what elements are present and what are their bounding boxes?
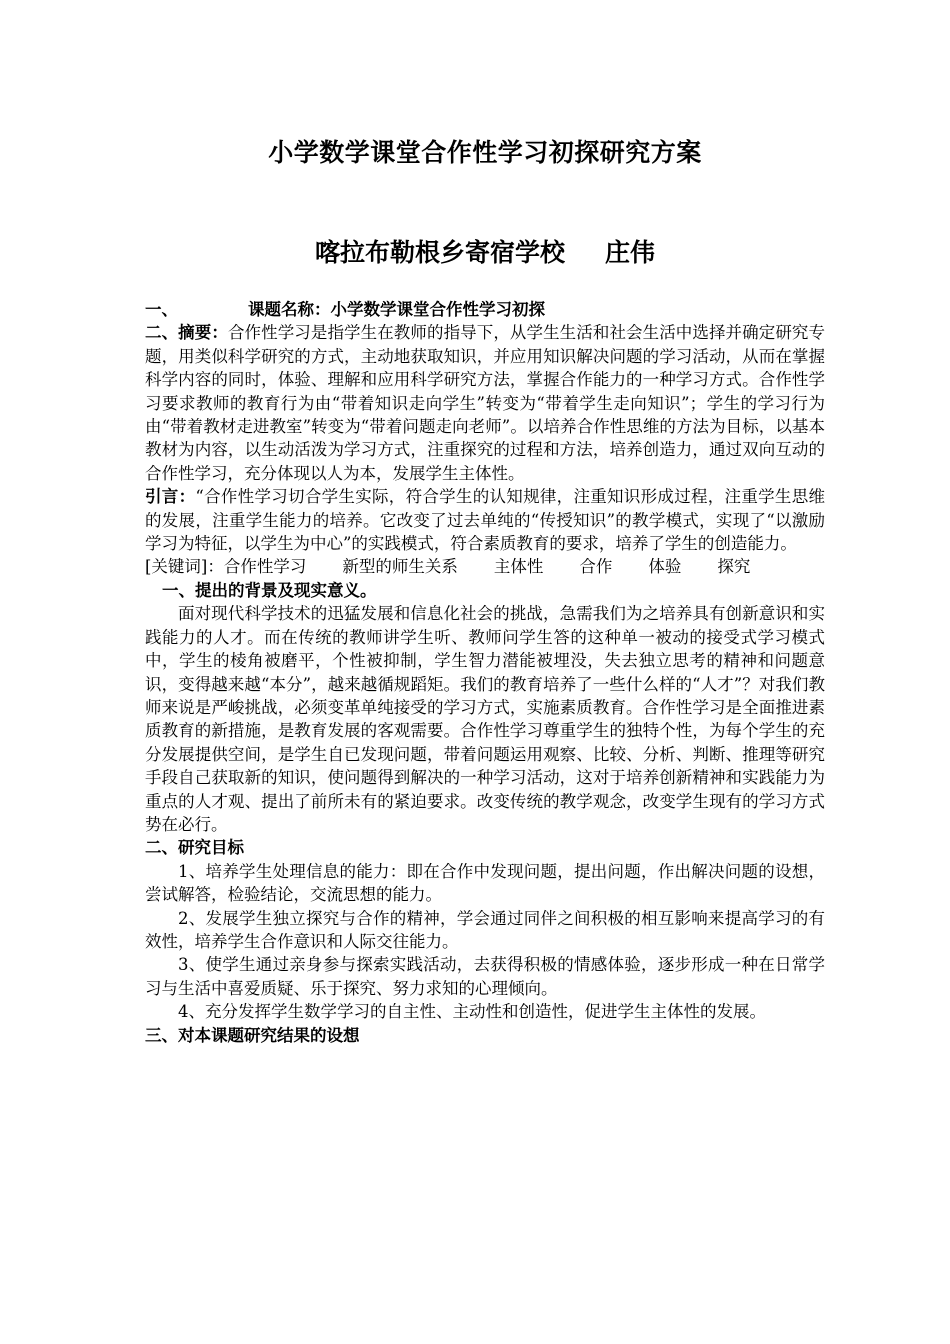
section3-heading: 三、对本课题研究结果的设想: [145, 1025, 360, 1045]
author-line: [145, 233, 825, 269]
intro-label: 引言：: [145, 487, 196, 507]
keyword-item: 新型的师生关系: [342, 557, 458, 577]
topic-label: 课题名称：小学数学课堂合作性学习初探: [248, 300, 545, 319]
document-body: [145, 298, 825, 1047]
keyword-item: 体验: [648, 557, 682, 577]
topic-number: 一、: [145, 300, 178, 319]
goal-item: 3、使学生通过亲身参与探索实践活动，去获得积极的情感体验，逐步形成一种在日常学习与生活中喜爱质疑、乐于探究、努力求知的心理倾向。: [145, 955, 825, 998]
keyword-item: 合作: [579, 557, 613, 577]
keywords-label: [关键词]：: [145, 557, 224, 577]
author-name: 庄伟: [605, 238, 656, 267]
intro-paragraph: [145, 485, 825, 555]
keyword-item: 探究: [717, 557, 751, 577]
document-title: 小学数学课堂合作性学习初探研究方案: [268, 138, 702, 167]
author-school: 喀拉布勒根乡寄宿学校: [314, 238, 565, 267]
section1-text: 面对现代科学技术的迅猛发展和信息化社会的挑战，急需我们为之培养具有创新意识和实践能力的人才。而在传统的教师讲学生听、教师问学生答的这种单一被动的接受式学习模式中，学生的棱角被磨平，个性被抑制，学生智力潜能被埋没，失去独立思考的精神和问题意识，变得越来越“本分”，越来越循规蹈矩。我们的教育培养了一些什么样的“人才”？对我们教师来说是严峻挑战，必须变革单纯接受的学习方式，实施素质教育。合作性学习是全面推进素质教育的新措施，是教育发展的客观需要。合作性学习尊重学生的独特个性，为每个学生的充分发展提供空间，是学生自已发现问题，带着问题运用观察、比较、分析、判断、推理等研究手段自己获取新的知识，使问题得到解决的一种学习活动，这对于培养创新精神和实践能力为重点的人才观、提出了前所未有的紧迫要求。改变传统的教学观念，改变学生现有的学习方式势在必行。: [145, 604, 825, 834]
keywords-line: [145, 555, 825, 578]
goal-item: 2、发展学生独立探究与合作的精神，学会通过同伴之间积极的相互影响来提高学习的有效性，培养学生合作意识和人际交往能力。: [145, 908, 825, 951]
intro-text: “合作性学习切合学生实际，符合学生的认知规律，注重知识形成过程，注重学生思维的发展，注重学生能力的培养。它改变了过去单纯的“传授知识”的教学模式，实现了“以激励学习为特征，以学生为中心”的实践模式，符合素质教育的要求，培养了学生的创造能力。: [145, 487, 826, 554]
topic-line: [145, 298, 825, 321]
abstract-paragraph: [145, 321, 825, 485]
abstract-text: 合作性学习是指学生在教师的指导下，从学生生活和社会生活中选择并确定研究专题，用类似科学研究的方式，主动地获取知识，并应用知识解决问题的学习活动，从而在掌握科学内容的同时，体验、理解和应用科学研究方法，掌握合作能力的一种学习方式。合作性学习要求教师的教育行为由“带着知识走向学生”转变为“带着学生走向知识”；学生的学习行为由“带着教材走进教室”转变为“带着问题走向老师”。以培养合作性思维的方法为目标，以基本教材为内容，以生动活泼为学习方式，注重探究的过程和方法，培养创造力，通过双向互动的合作性学习，充分体现以人为本，发展学生主体性。: [145, 323, 825, 483]
goal-item: 1、培养学生处理信息的能力：即在合作中发现问题，提出问题，作出解决问题的设想，尝试解答，检验结论，交流思想的能力。: [145, 861, 825, 905]
abstract-label: 二、摘要：: [145, 323, 228, 343]
section2-heading: 二、研究目标: [145, 838, 244, 858]
goal-item: 4、充分发挥学生数学学习的自主性、主动性和创造性，促进学生主体性的发展。: [178, 1002, 766, 1022]
keyword-item: 主体性: [493, 557, 544, 577]
section1-heading: 一、提出的背景及现实意义。: [162, 580, 377, 600]
keyword-item: 合作性学习: [223, 557, 307, 577]
